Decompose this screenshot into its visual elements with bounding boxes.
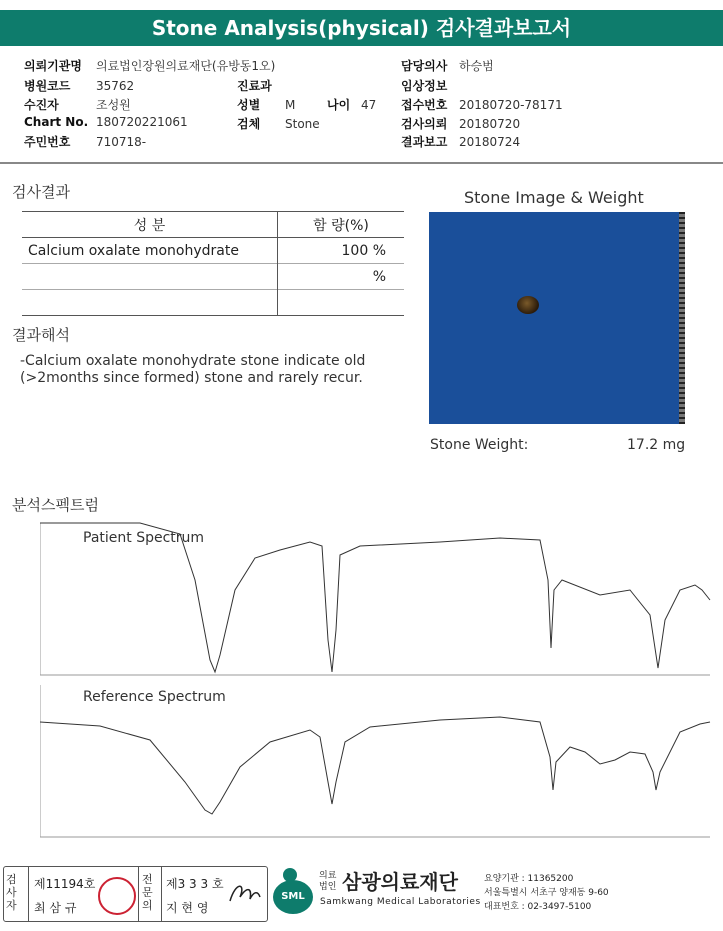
patient-value: 조성원 [96, 98, 131, 112]
seal-stamp [98, 877, 136, 915]
dept-row [237, 77, 285, 94]
amount-cell: 100 % [341, 242, 386, 259]
request-value: 20180720 [459, 117, 521, 131]
hosp-code-row [24, 77, 134, 94]
hosp-code-label: 병원코드 [24, 79, 71, 93]
signature-box [3, 866, 268, 922]
results-table [22, 211, 404, 316]
org-prefix2: 법인 [319, 882, 337, 892]
specimen-row [237, 115, 320, 132]
address: 서울특별시 서초구 양재동 9-60 [484, 888, 609, 898]
age-label: 나이 [327, 98, 351, 112]
org-label: 의뢰기관명 [24, 59, 82, 73]
amount-cell: % [372, 268, 386, 285]
chart-label: Chart No. [24, 115, 89, 129]
report-label: 결과보고 [401, 135, 448, 149]
reference-spectrum-panel [40, 682, 712, 842]
amount-cell [278, 290, 405, 316]
stone-weight-value: 17.2 mg [627, 437, 686, 453]
patient-spectrum-label: Patient Spectrum [83, 530, 205, 546]
footer-divider [138, 867, 139, 921]
spectrum-title: 분석스펙트럼 [12, 496, 99, 514]
specimen-label: 검체 [237, 117, 261, 131]
ruler-icon [679, 212, 685, 424]
table-row [22, 264, 404, 290]
reviewer-no: 제3 3 3 호 [166, 877, 224, 891]
request-label: 검사의뢰 [401, 117, 448, 131]
stone-specimen [517, 296, 539, 314]
inspector-label: 검사자 [6, 873, 17, 912]
component-cell: Calcium oxalate monohydrate [22, 238, 278, 264]
sex-value: M [285, 98, 296, 112]
component-cell [22, 290, 278, 316]
table-row [22, 238, 404, 264]
report-value: 20180724 [459, 135, 521, 149]
inspector-name: 최 삼 규 [34, 901, 77, 915]
id-value: 710718- [96, 135, 147, 149]
org-english: Samkwang Medical Laboratories [320, 897, 481, 907]
logo-text: SML [273, 880, 313, 914]
patient-row [24, 96, 131, 113]
chart-row [24, 115, 188, 129]
reviewer-label: 전문의 [142, 873, 153, 912]
receipt-row [401, 96, 563, 113]
hosp-code-value: 35762 [96, 79, 135, 93]
interpretation-line1: -Calcium oxalate monohydrate stone indicate old [20, 353, 366, 369]
component-cell [22, 264, 278, 290]
reviewer-name: 지 현 영 [166, 901, 209, 915]
col-amount-header: 함 량(%) [313, 217, 369, 234]
doctor-label: 담당의사 [401, 59, 448, 73]
footer-divider [28, 867, 29, 921]
id-label: 주민번호 [24, 135, 71, 149]
receipt-value: 20180720-78171 [459, 98, 563, 112]
interpretation-line2: (>2months since formed) stone and rarely recur. [20, 370, 363, 386]
org-row [24, 57, 275, 74]
results-title: 검사결과 [12, 183, 70, 201]
clinical-row [401, 77, 459, 94]
care-no: 요양기관 : 11365200 [484, 874, 574, 884]
patient-spectrum-panel [40, 520, 712, 680]
sex-row [237, 96, 295, 113]
report-title: Stone Analysis(physical) 검사결과보고서 [0, 10, 723, 46]
inspector-no: 제11194호 [34, 877, 96, 891]
doctor-row [401, 57, 494, 74]
phone: 대표번호 : 02-3497-5100 [484, 902, 592, 912]
id-row [24, 133, 146, 150]
table-row [22, 290, 404, 316]
reference-spectrum-label: Reference Spectrum [83, 689, 226, 705]
reference-spectrum-chart [40, 682, 712, 842]
org-prefix1: 의료 [319, 871, 337, 881]
report-row [401, 133, 520, 150]
stone-photo [429, 212, 685, 424]
request-row [401, 115, 520, 132]
org-value: 의료법인장원의료재단(유방동1오) [96, 59, 276, 73]
dept-label: 진료과 [237, 79, 272, 93]
doctor-value: 하승범 [459, 59, 494, 73]
interpretation-title: 결과해석 [12, 326, 70, 344]
age-value: 47 [361, 98, 377, 112]
chart-value: 180720221061 [96, 115, 188, 129]
stone-title: Stone Image & Weight [464, 188, 644, 207]
col-component-header: 성 분 [22, 212, 278, 238]
sml-logo [273, 868, 313, 916]
footer-divider [161, 867, 162, 921]
info-divider [0, 162, 723, 164]
signature-icon [226, 879, 262, 909]
org-name: 삼광의료재단 [342, 870, 458, 894]
age-row [327, 96, 376, 113]
specimen-value: Stone [285, 117, 320, 131]
clinical-label: 임상정보 [401, 79, 448, 93]
sex-label: 성별 [237, 98, 261, 112]
stone-weight-label: Stone Weight: [430, 437, 529, 453]
receipt-label: 접수번호 [401, 98, 448, 112]
patient-label: 수진자 [24, 98, 59, 112]
